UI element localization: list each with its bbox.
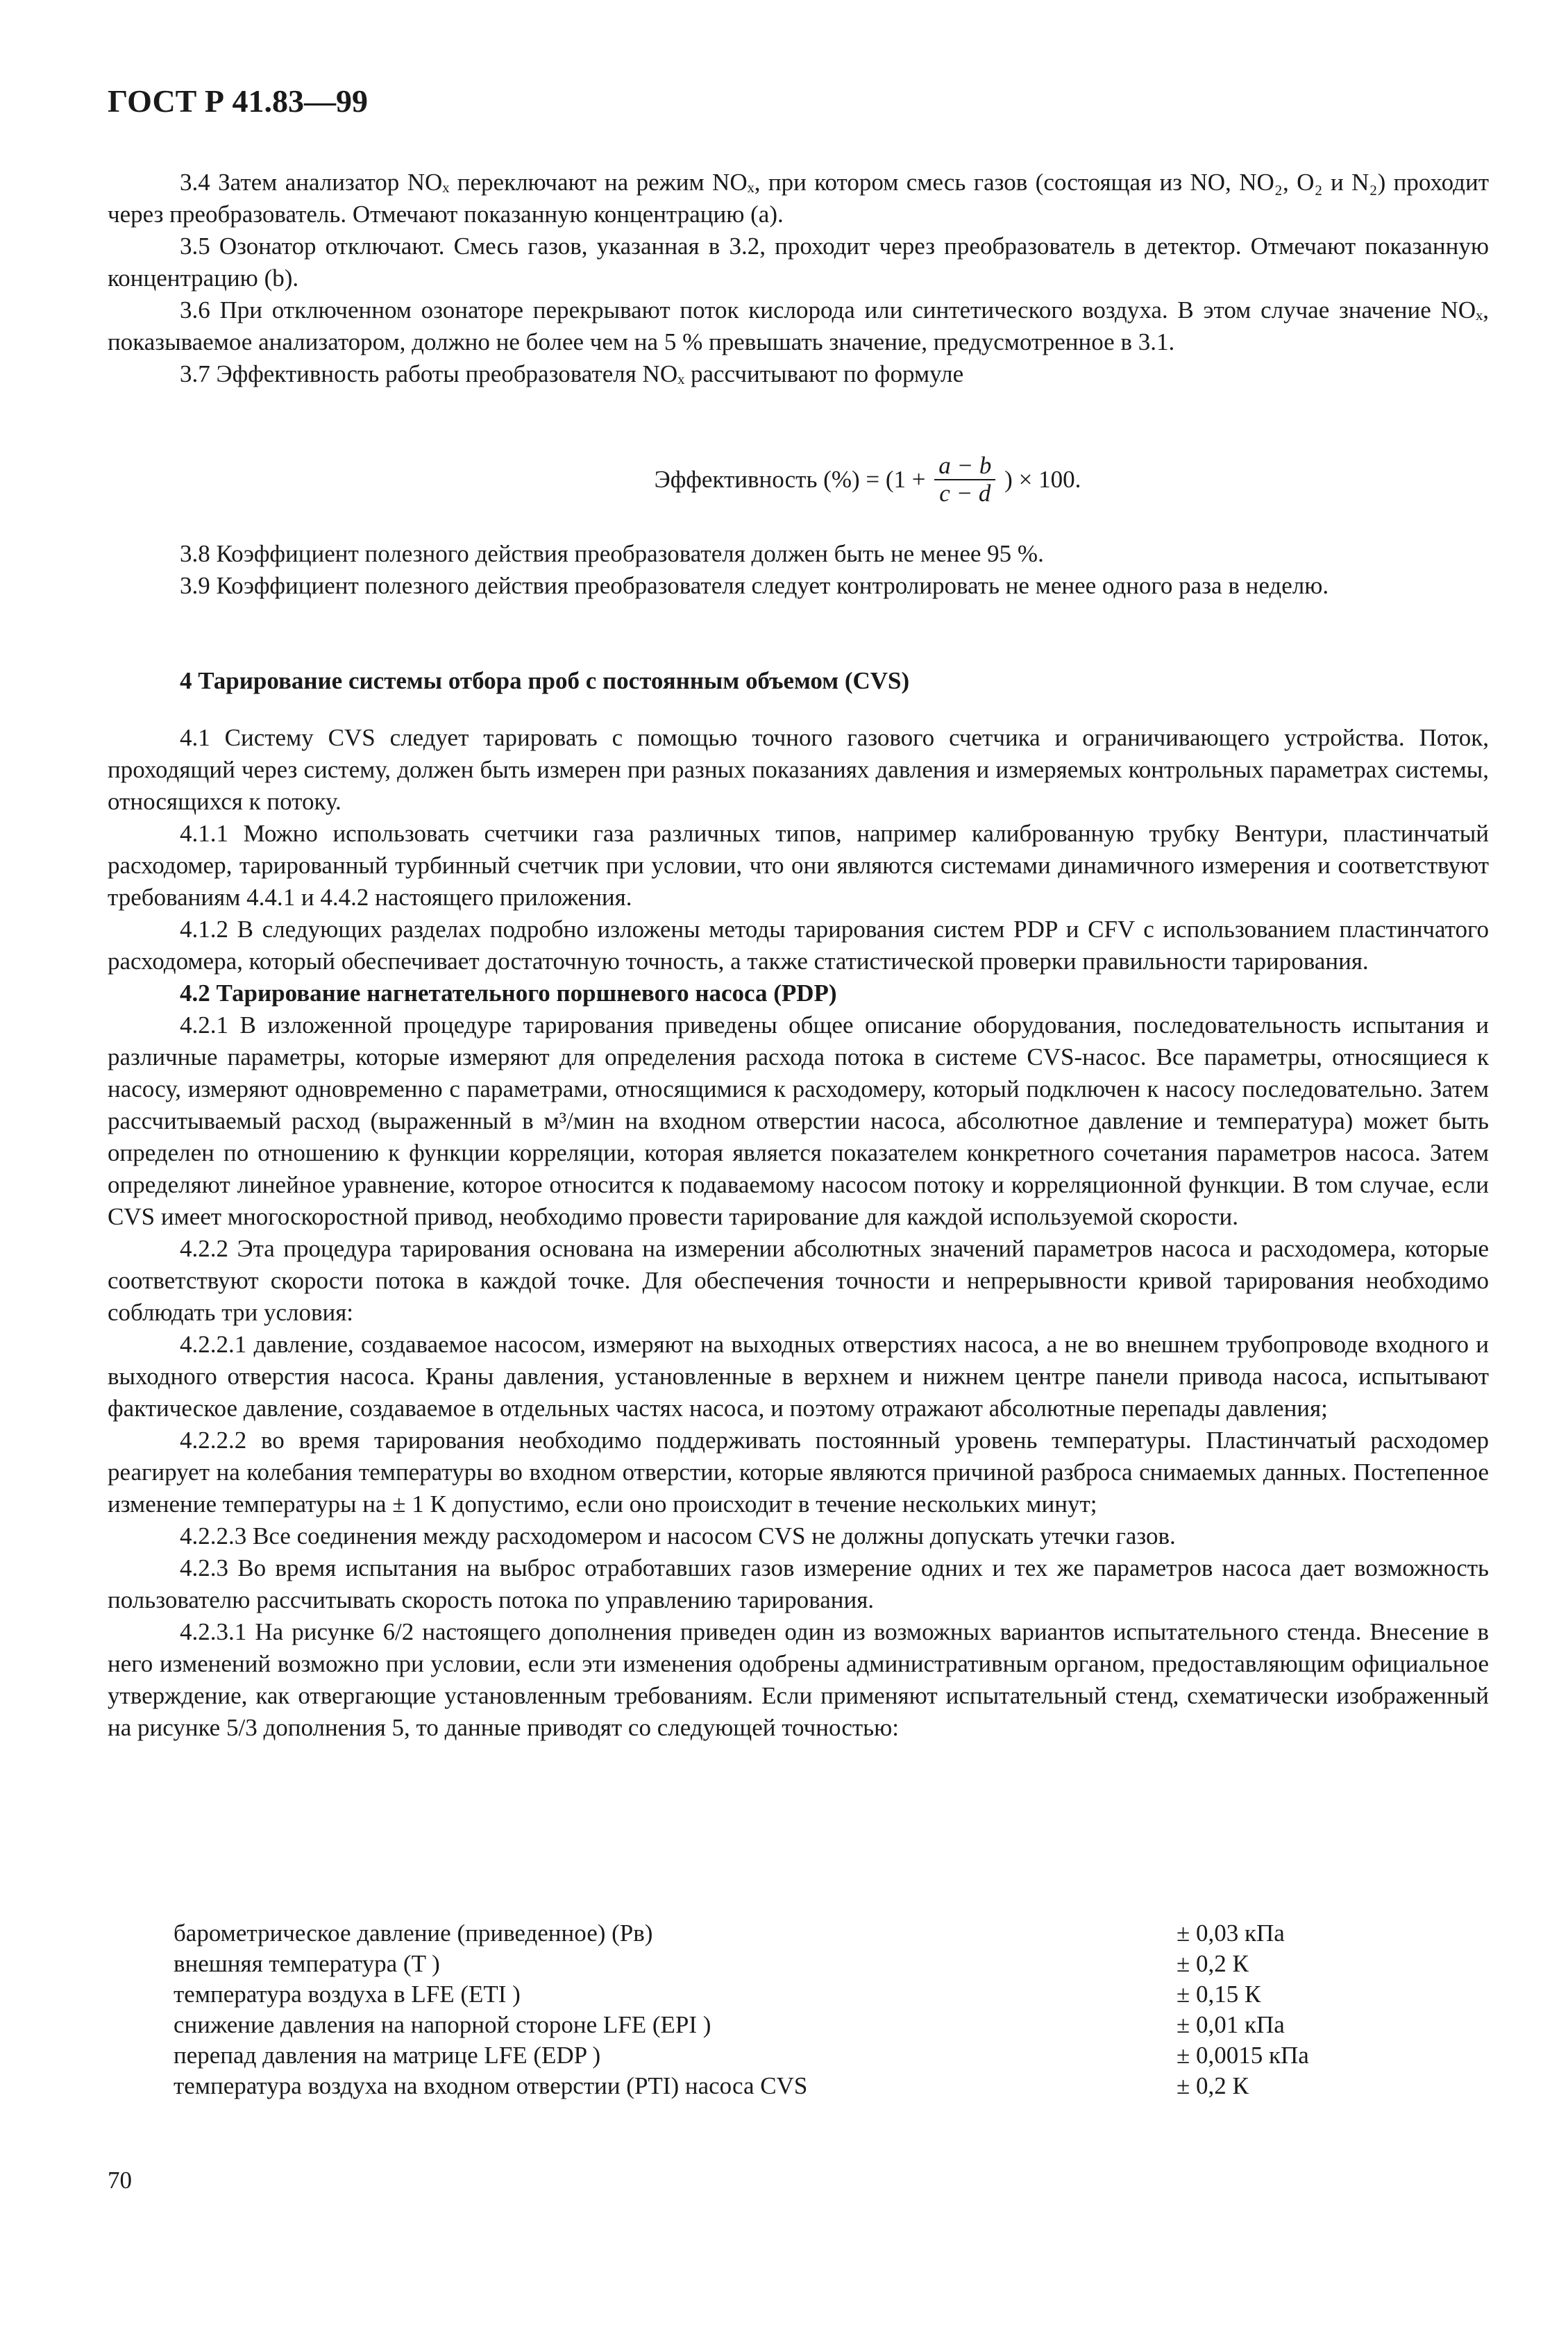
- para-3-8: 3.8 Коэффициент полезного действия преобразователя должен быть не менее 95 %.: [180, 540, 1044, 567]
- para-4-1: 4.1 Систему CVS следует тарировать с помощью точного газового счетчика и ограничивающего устройства. Поток, проходящий через систему, должен быть измерен при разных показаниях давления и измеряемых контрольных параметрах системы, относящихся к потоку.: [108, 724, 1489, 815]
- para-4-1-1: 4.1.1 Можно использовать счетчики газа различных типов, например калиброванную трубку Вентури, пластинчатый расходомер, тарированный турбинный счетчик при условии, что они являются системами динамичного измерения и соответствуют требованиям 4.4.1 и 4.4.2 настоящего приложения.: [108, 820, 1489, 911]
- formula-fraction: [934, 453, 995, 507]
- tolerance-value: ± 0,03 кПа: [1177, 1919, 1285, 1947]
- section-4-text: [108, 722, 1489, 1744]
- tolerance-value: ± 0,01 кПа: [1177, 2011, 1285, 2038]
- page-number: 70: [108, 2167, 132, 2194]
- para-4-1-2: 4.1.2 В следующих разделах подробно изложены методы тарирования систем PDP и CFV с использованием пластинчатого расходомера, который обеспечивает достаточную точность, а также статистической проверки правильности тарирования.: [108, 916, 1489, 975]
- para-4-2-3: 4.2.3 Во время испытания на выброс отработавших газов измерение одних и тех же параметров насоса дает возможность пользователю рассчитывать скорость потока по управлению тарирования.: [108, 1554, 1489, 1613]
- para-3-7: 3.7 Эффективность работы преобразователя NOₓ рассчитывают по формуле: [180, 360, 964, 387]
- tolerance-name: внешняя температура (T ): [174, 1950, 440, 1977]
- tolerance-value: ± 0,2 К: [1177, 2072, 1249, 2099]
- section-4-heading-block: [108, 665, 1489, 697]
- tolerance-name: перепад давления на матрице LFE (EDP ): [174, 2042, 601, 2069]
- standard-header: ГОСТ Р 41.83—99: [108, 83, 368, 119]
- tolerance-row: [174, 2010, 1354, 2040]
- tolerance-list: [174, 1918, 1354, 2101]
- section-3-end: [108, 538, 1489, 602]
- tolerance-name: температура воздуха в LFE (ETI ): [174, 1981, 521, 2008]
- para-4-2-2-1: 4.2.2.1 давление, создаваемое насосом, измеряют на выходных отверстиях насоса, а не во внешнем трубопроводе входного и выходного отверстия насоса. Краны давления, установленные в верхнем и нижнем центре панели привода насоса, испытывают фактическое давление, создаваемое в отдельных частях насоса, и поэтому отражают абсолютные перепады давления;: [108, 1331, 1489, 1422]
- para-4-2-2: 4.2.2 Эта процедура тарирования основана на измерении абсолютных значений параметров насоса и расходомера, которые соответствуют скорости потока в каждой точке. Для обеспечения точности и непрерывности кривой тарирования необходимо соблюдать три условия:: [108, 1235, 1489, 1326]
- para-3-5: 3.5 Озонатор отключают. Смесь газов, указанная в 3.2, проходит через преобразователь в детектор. Отмечают показанную концентрацию (b).: [108, 233, 1489, 292]
- tolerance-row: [174, 1949, 1354, 1979]
- formula-rhs: ) × 100.: [1004, 466, 1081, 493]
- para-4-2-2-2: 4.2.2.2 во время тарирования необходимо поддерживать постоянный уровень температуры. Пластинчатый расходомер реагирует на колебания температуры во входном отверстии, которые являются причиной разброса снимаемых данных. Постепенное изменение температуры на ± 1 К допустимо, если оно происходит в течение нескольких минут;: [108, 1427, 1489, 1518]
- tolerance-row: [174, 2071, 1354, 2101]
- tolerance-row: [174, 1979, 1354, 2010]
- tolerance-value: ± 0,2 К: [1177, 1950, 1249, 1977]
- para-3-6: 3.6 При отключенном озонаторе перекрывают поток кислорода или синтетического воздуха. В этом случае значение NOₓ, показываемое анализатором, должно не более чем на 5 % превышать значение, предусмотренное в 3.1.: [108, 296, 1489, 355]
- tolerance-row: [174, 2040, 1354, 2071]
- formula-denominator: c − d: [939, 480, 991, 507]
- subsection-4-2-title: 4.2 Тарирование нагнетательного поршневого насоса (PDP): [180, 980, 837, 1007]
- para-4-2-3-1: 4.2.3.1 На рисунке 6/2 настоящего дополнения приведен один из возможных вариантов испытательного стенда. Внесение в него изменений возможно при условии, если эти изменения одобрены административным органом, предоставляющим официальное утверждение, как отвергающие установленным требованиям. Если применяют испытательный стенд, схематически изображенный на рисунке 5/3 дополнения 5, то данные приводят со следующей точностью:: [108, 1618, 1489, 1741]
- section-3-text: [108, 167, 1489, 390]
- para-3-4: 3.4 Затем анализатор NOₓ переключают на режим NOₓ, при котором смесь газов (состоящая из NO, NO₂, O₂ и N₂) проходит через преобразователь. Отмечают показанную концентрацию (a).: [108, 169, 1489, 228]
- tolerance-name: температура воздуха на входном отверстии (PTI) насоса CVS: [174, 2072, 808, 2099]
- para-4-2-1: 4.2.1 В изложенной процедуре тарирования приведены общее описание оборудования, последовательность испытания и различные параметры, которые измеряют для определения расхода потока в системе CVS-насос. Все параметры, относящиеся к насосу, измеряют одновременно с параметрами, относящимися к расходомеру, который подключен к насосу последовательно. Затем рассчитываемый расход (выраженный в м³/мин на входном отверстии насоса, абсолютное давление и температура) может быть определен по отношению к функции корреляции, которая является показателем конкретного сочетания параметров насоса. Затем определяют линейное уравнение, которое относится к подаваемому насосом потоку и корреляционной функции. В том случае, если CVS имеет многоскоростной привод, необходимо провести тарирование для каждой используемой скорости.: [108, 1011, 1489, 1230]
- tolerance-name: снижение давления на напорной стороне LFE (EPI ): [174, 2011, 711, 2038]
- tolerance-value: ± 0,15 К: [1177, 1981, 1261, 2008]
- formula-numerator: a − b: [934, 453, 995, 480]
- para-3-9: 3.9 Коэффициент полезного действия преобразователя следует контролировать не менее одного раза в неделю.: [180, 572, 1329, 599]
- tolerance-name: барометрическое давление (приведенное) (Pв): [174, 1919, 653, 1947]
- efficiency-formula: [108, 453, 1489, 530]
- formula-lhs: Эффективность (%) = (1 +: [654, 466, 926, 493]
- tolerance-row: [174, 1918, 1354, 1949]
- section-4-title: 4 Тарирование системы отбора проб с постоянным объемом (CVS): [180, 667, 910, 694]
- para-4-2-2-3: 4.2.2.3 Все соединения между расходомером и насосом CVS не должны допускать утечки газов.: [180, 1522, 1176, 1549]
- tolerance-value: ± 0,0015 кПа: [1177, 2042, 1309, 2069]
